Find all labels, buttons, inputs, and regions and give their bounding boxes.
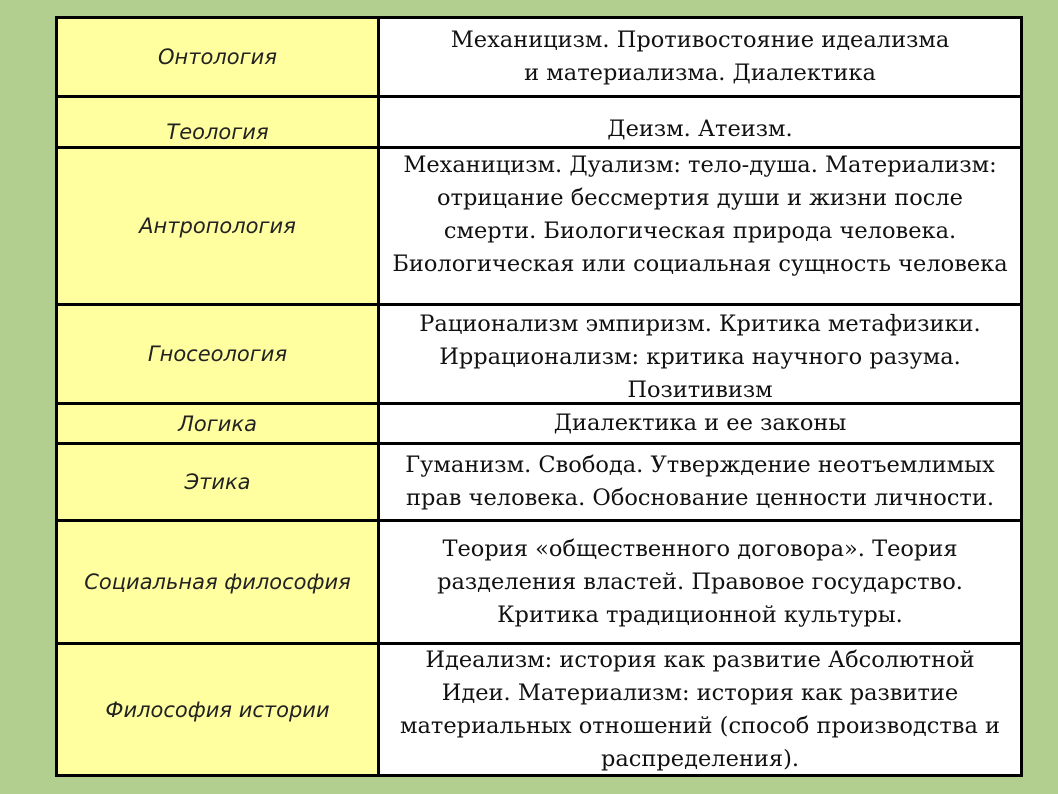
description-text: Идеализм: история как развитие Абсолютной Идеи. Материализм: история как развитие материальных отношений (способ производства и распределения). — [399, 646, 1001, 772]
term-cell: Социальная философия — [58, 522, 380, 642]
term-cell — [58, 98, 380, 146]
table-row-ethics — [58, 445, 1020, 522]
term-cell: Логика — [58, 405, 380, 442]
table-row-gnoseology — [58, 306, 1020, 405]
description-cell — [380, 19, 1020, 95]
term-cell: Онтология — [58, 19, 380, 95]
table-row-logic — [58, 405, 1020, 445]
term-cell: Антропология — [58, 149, 380, 303]
term-cell: Философия истории — [58, 645, 380, 774]
table-row-theology — [58, 98, 1020, 149]
description-cell — [380, 522, 1020, 642]
description-text: Гуманизм. Свобода. Утверждение неотъемлимых прав человека. Обоснование ценности личности. — [405, 452, 995, 511]
description-cell — [380, 98, 1020, 146]
description-cell — [380, 405, 1020, 442]
description-text: Рационализм эмпиризм. Критика метафизики. Иррационализм: критика научного разума. Позитивизм — [419, 311, 981, 403]
term-text: Теология — [166, 120, 269, 144]
table-row-social-philosophy — [58, 522, 1020, 645]
table-row-ontology — [58, 19, 1020, 98]
table-row-philosophy-of-history — [58, 645, 1020, 774]
description-text: Теория «общественного договора». Теория разделения властей. Правовое государство. Критика традиционной культуры. — [437, 535, 963, 628]
term-cell: Этика — [58, 445, 380, 519]
description-text: Механицизм. Дуализм: тело-душа. Материализм: отрицание бессмертия души и жизни после смерти. Биологическая природа человека. Биологическая или социальная сущность человека — [392, 152, 1008, 277]
description-text: Механицизм. Противостояние идеализма и материализма. Диалектика — [450, 27, 950, 86]
description-cell — [380, 306, 1020, 402]
table-row-anthropology — [58, 149, 1020, 306]
description-cell — [380, 149, 1020, 303]
philosophy-table — [55, 16, 1023, 777]
description-cell — [380, 645, 1020, 774]
description-cell — [380, 445, 1020, 519]
description-text: Деизм. Атеизм. — [607, 116, 793, 142]
description-text: Диалектика и ее законы — [553, 410, 847, 436]
term-cell: Гносеология — [58, 306, 380, 402]
